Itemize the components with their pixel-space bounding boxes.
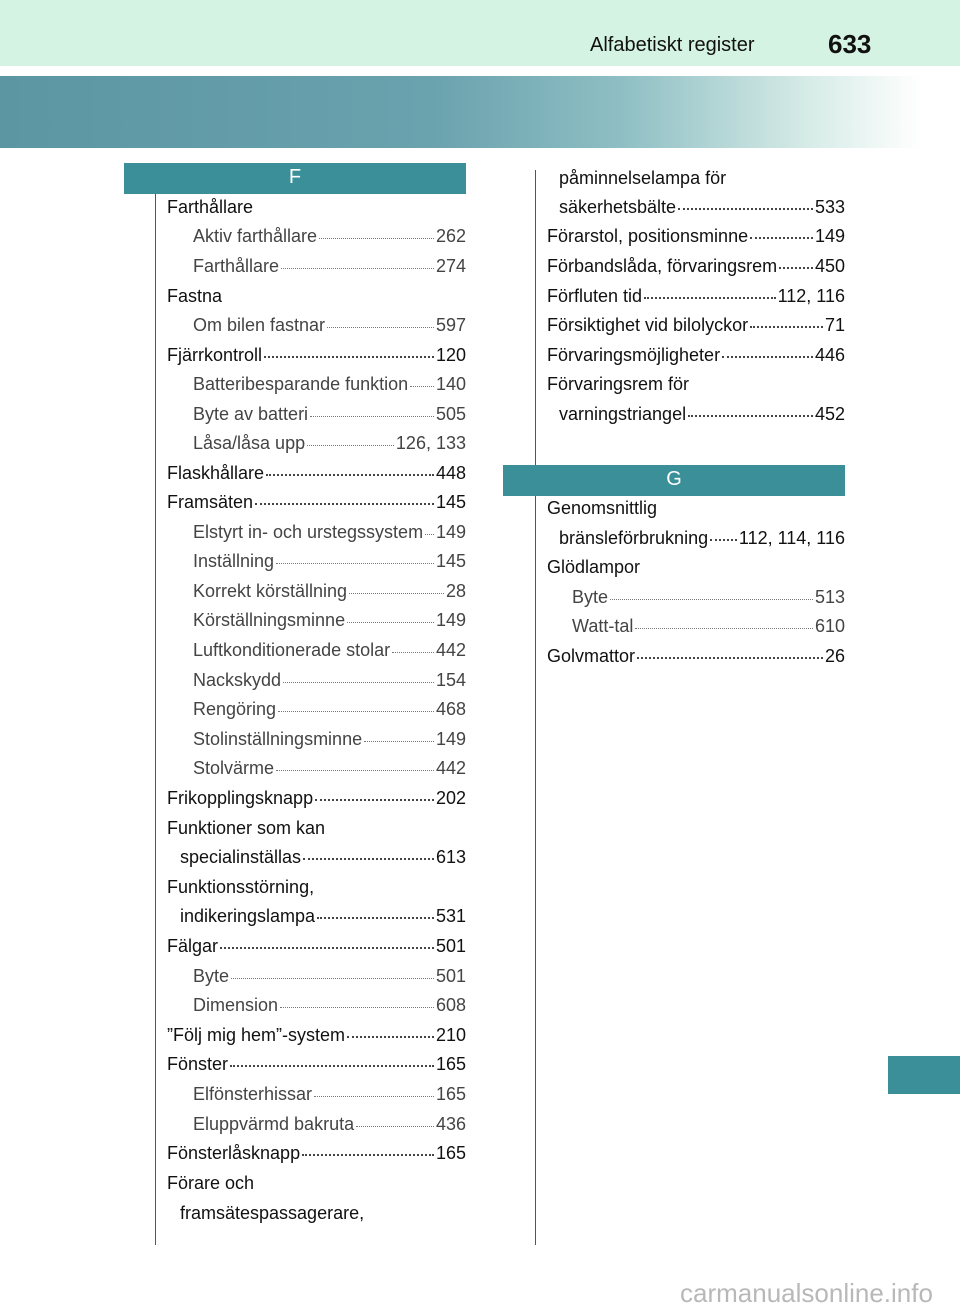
index-entry	[167, 492, 466, 520]
index-entry	[559, 404, 845, 432]
entry-page: 154	[435, 670, 466, 690]
index-entry	[193, 995, 466, 1023]
entry-page: 505	[435, 404, 466, 424]
entry-label: Fjärrkontroll	[167, 345, 263, 365]
entry-label: Fönsterlåsknapp	[167, 1143, 301, 1163]
index-entry	[572, 616, 845, 644]
entry-label: Elstyrt in- och urstegssystem	[193, 522, 424, 542]
entry-label: indikeringslampa	[180, 906, 316, 926]
index-entry	[193, 699, 466, 727]
index-entry	[572, 587, 845, 615]
banner-gradient	[0, 76, 960, 148]
entry-page: 446	[814, 345, 845, 365]
entry-label: framsätespassagerare,	[180, 1203, 365, 1223]
watermark: carmanualsonline.info	[680, 1278, 933, 1308]
index-entry	[193, 670, 466, 698]
entry-label: Watt-tal	[572, 616, 634, 636]
index-entry	[167, 788, 466, 816]
entry-label: Flaskhållare	[167, 463, 265, 483]
column-rule-left	[155, 193, 156, 1245]
entry-label: Förvaringsmöjligheter	[547, 345, 721, 365]
entry-page: 145	[435, 492, 466, 512]
entry-label: Genomsnittlig	[547, 498, 658, 518]
entry-label: Byte	[193, 966, 230, 986]
index-entry	[547, 286, 845, 314]
entry-label: Låsa/låsa upp	[193, 433, 306, 453]
entry-page: 610	[814, 616, 845, 636]
index-entry	[547, 498, 845, 526]
entry-page: 145	[435, 551, 466, 571]
entry-page: 448	[435, 463, 466, 483]
entry-page: 531	[435, 906, 466, 926]
entry-label: Stolinställningsminne	[193, 729, 363, 749]
entry-label: Förfluten tid	[547, 286, 643, 306]
index-entry	[547, 646, 845, 674]
index-entry	[193, 522, 466, 550]
index-entry	[193, 256, 466, 284]
index-entry	[167, 286, 466, 314]
entry-label: Inställning	[193, 551, 275, 571]
entry-page: 149	[435, 610, 466, 630]
index-entry	[167, 463, 466, 491]
index-entry	[547, 226, 845, 254]
entry-label: Funktioner som kan	[167, 818, 326, 838]
entry-label: specialinställas	[180, 847, 302, 867]
entry-page: 149	[814, 226, 845, 246]
entry-label: Byte	[572, 587, 609, 607]
entry-label: Förarstol, positionsminne	[547, 226, 749, 246]
entry-label: Eluppvärmd bakruta	[193, 1114, 355, 1134]
index-entry	[167, 1143, 466, 1171]
entry-label: Stolvärme	[193, 758, 275, 778]
column-rule-right	[535, 170, 536, 1245]
entry-label: Glödlampor	[547, 557, 641, 577]
entry-page: 112, 116	[777, 286, 845, 306]
entry-page: 149	[435, 729, 466, 749]
entry-label: Nackskydd	[193, 670, 282, 690]
entry-label: Byte av batteri	[193, 404, 309, 424]
chapter-tab	[888, 1056, 960, 1094]
entry-label: Golvmattor	[547, 646, 636, 666]
entry-page: 274	[435, 256, 466, 276]
index-entry	[547, 374, 845, 402]
entry-page: 140	[435, 374, 466, 394]
index-entry	[167, 877, 466, 905]
entry-page: 262	[435, 226, 466, 246]
entry-page: 442	[435, 758, 466, 778]
entry-page: 26	[824, 646, 845, 666]
index-entry	[193, 551, 466, 579]
index-entry	[193, 374, 466, 402]
entry-label: Försiktighet vid bilolyckor	[547, 315, 749, 335]
entry-label: Korrekt körställning	[193, 581, 348, 601]
index-entry	[193, 581, 466, 609]
index-entry	[180, 847, 466, 875]
header-band	[0, 0, 960, 66]
entry-page: 149	[435, 522, 466, 542]
entry-label: Dimension	[193, 995, 279, 1015]
entry-page: 597	[435, 315, 466, 335]
entry-page: 112, 114, 116	[738, 528, 845, 548]
entry-label: Farthållare	[193, 256, 280, 276]
entry-page: 450	[814, 256, 845, 276]
entry-page: 608	[435, 995, 466, 1015]
entry-page: 513	[814, 587, 845, 607]
entry-page: 210	[435, 1025, 466, 1045]
entry-label: ”Följ mig hem”-system	[167, 1025, 346, 1045]
entry-label: Batteribesparande funktion	[193, 374, 409, 394]
entry-page: 71	[824, 315, 845, 335]
entry-page: 120	[435, 345, 466, 365]
entry-label: bränsleförbrukning	[559, 528, 709, 548]
section-head-g: G	[503, 465, 845, 496]
entry-page: 28	[445, 581, 466, 601]
index-entry	[193, 315, 466, 343]
entry-label: Luftkonditionerade stolar	[193, 640, 391, 660]
entry-label: säkerhetsbälte	[559, 197, 677, 217]
entry-label: Fönster	[167, 1054, 229, 1074]
entry-label: varningstriangel	[559, 404, 687, 424]
entry-label: Framsäten	[167, 492, 254, 512]
entry-label: Farthållare	[167, 197, 254, 217]
entry-page: 533	[814, 197, 845, 217]
entry-page: 202	[435, 788, 466, 808]
entry-label: Funktionsstörning,	[167, 877, 315, 897]
entry-page: 165	[435, 1054, 466, 1074]
entry-page: 436	[435, 1114, 466, 1134]
index-entry	[193, 640, 466, 668]
entry-page: 468	[435, 699, 466, 719]
index-entry	[193, 433, 466, 461]
header-title: Alfabetiskt register	[590, 34, 755, 56]
entry-label: Fälgar	[167, 936, 219, 956]
entry-label: Aktiv farthållare	[193, 226, 318, 246]
entry-label: Förvaringsrem för	[547, 374, 690, 394]
index-entry	[167, 818, 466, 846]
index-entry	[193, 729, 466, 757]
index-entry	[547, 256, 845, 284]
index-entry	[180, 906, 466, 934]
index-entry	[547, 315, 845, 343]
page-number: 633	[828, 29, 872, 59]
entry-page: 126, 133	[395, 433, 466, 453]
index-entry	[167, 1054, 466, 1082]
entry-page: 442	[435, 640, 466, 660]
entry-label: Förbandslåda, förvaringsrem	[547, 256, 778, 276]
index-entry	[193, 966, 466, 994]
index-entry	[193, 1084, 466, 1112]
index-entry	[167, 1025, 466, 1053]
entry-label: Elfönsterhissar	[193, 1084, 313, 1104]
index-entry	[547, 557, 845, 585]
index-entry	[167, 1173, 466, 1201]
index-entry	[193, 758, 466, 786]
entry-page: 501	[435, 936, 466, 956]
entry-label: Förare och	[167, 1173, 255, 1193]
entry-label: Rengöring	[193, 699, 277, 719]
index-entry	[167, 345, 466, 373]
index-entry	[193, 404, 466, 432]
entry-page: 165	[435, 1143, 466, 1163]
entry-page: 452	[814, 404, 845, 424]
index-entry	[559, 197, 845, 225]
entry-page: 165	[435, 1084, 466, 1104]
index-entry	[559, 528, 845, 556]
entry-label: påminnelselampa för	[559, 168, 727, 188]
entry-label: Om bilen fastnar	[193, 315, 326, 335]
index-entry	[193, 226, 466, 254]
entry-label: Frikopplingsknapp	[167, 788, 314, 808]
index-entry	[180, 1203, 466, 1231]
entry-label: Körställningsminne	[193, 610, 346, 630]
index-entry	[193, 1114, 466, 1142]
entry-page: 501	[435, 966, 466, 986]
index-entry	[193, 610, 466, 638]
index-entry	[167, 197, 466, 225]
section-head-f: F	[124, 163, 466, 194]
entry-label: Fastna	[167, 286, 223, 306]
index-entry	[547, 345, 845, 373]
index-entry	[167, 936, 466, 964]
index-entry	[559, 168, 845, 196]
entry-page: 613	[435, 847, 466, 867]
